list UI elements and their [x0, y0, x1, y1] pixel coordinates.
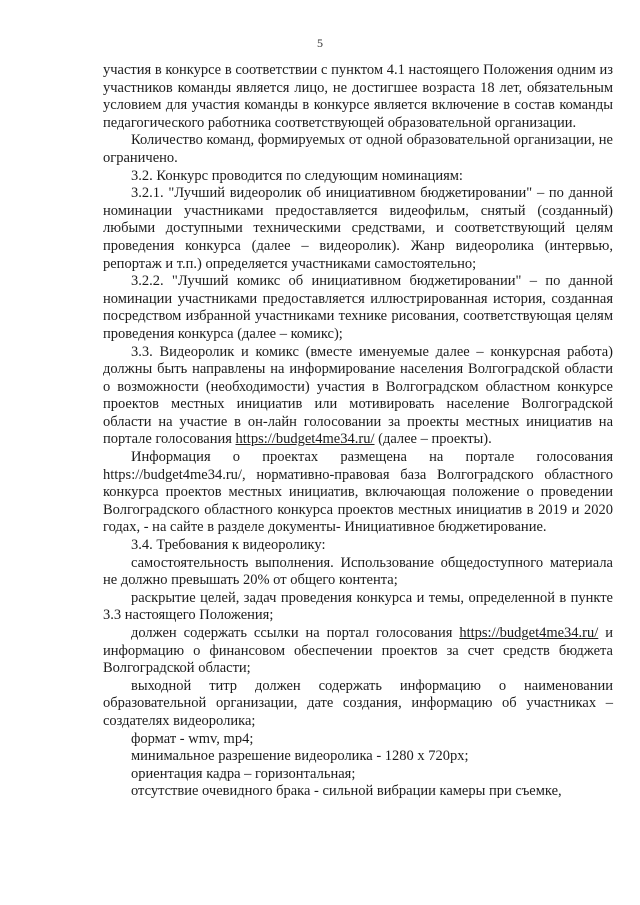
paragraph: Количество команд, формируемых от одной образовательной организации, не ограничено.	[103, 132, 613, 166]
paragraph-text: (далее – проекты).	[374, 431, 492, 448]
portal-link[interactable]: https://budget4me34.ru/	[459, 625, 599, 641]
paragraph-text: и информацию о финансовом обеспечении проектов за счет средств бюджета Волгоградской области;	[103, 625, 613, 677]
paragraph: отсутствие очевидного брака - сильной вибрации камеры при съемке,	[131, 783, 562, 800]
paragraph-text: 3.3. Видеоролик и комикс (вместе именуемые далее – конкурсная работа) должны быть направлены на информирование населения Волгоградской области о возможности (необходимости) участия в Волгоградском областном конкурсе проектов местных инициатив или мотивировать население Волгоградской области на участие в он-лайн голосовании за проекты местных инициатив на портале голосования	[103, 343, 613, 448]
paragraph: формат - wmv, mp4;	[131, 730, 254, 747]
document-body	[103, 62, 613, 801]
paragraph-text: должен содержать ссылки на портал голосования	[131, 625, 460, 641]
paragraph: раскрытие целей, задач проведения конкурса и темы, определенной в пункте 3.3 настоящего Положения;	[103, 589, 613, 624]
paragraph: Информация о проектах размещена на портале голосования https://budget4me34.ru/, нормативно-правовая база Волгоградского областного конкурса проектов местных инициатив, включающая положение о проведении Волгоградского областного конкурса проектов местных инициатив в 2019 и 2020 годах, - на сайте в разделе документы- Инициативное бюджетирование.	[103, 449, 613, 536]
paragraph: самостоятельность выполнения. Использование общедоступного материала не должно превышать 20% от общего контента;	[103, 554, 613, 589]
paragraph: ориентация кадра – горизонтальная;	[131, 765, 356, 782]
paragraph: 3.2. Конкурс проводится по следующим номинациям:	[131, 167, 463, 184]
paragraph: минимальное разрешение видеоролика - 1280 x 720px;	[131, 748, 469, 765]
paragraph: участия в конкурсе в соответствии с пунктом 4.1 настоящего Положения одним из участников команды является лицо, не достигшее возраста 18 лет, обязательным условием для участия команды в конкурсе является включение в состав команды педагогического работника соответствующей образовательной организации.	[103, 62, 613, 131]
paragraph: выходной титр должен содержать информацию о наименовании образовательной организации, дате создания, информацию об участниках – создателях видеоролика;	[103, 677, 613, 729]
paragraph	[103, 344, 613, 450]
portal-link[interactable]: https://budget4me34.ru/	[235, 431, 375, 448]
page-number: 5	[317, 36, 323, 50]
paragraph	[103, 625, 613, 678]
paragraph: 3.4. Требования к видеоролику:	[131, 537, 326, 554]
paragraph: 3.2.1. "Лучший видеоролик об инициативном бюджетировании" – по данной номинации участниками предоставляется видеофильм, снятый (созданный) любыми доступными техническими средствами, и соответствующий целям проведения конкурса (далее – видеоролик). Жанр видеоролика (интервью, репортаж и т.п.) определяется участниками самостоятельно;	[103, 185, 613, 272]
paragraph: 3.2.2. "Лучший комикс об инициативном бюджетировании" – по данной номинации участниками предоставляется иллюстрированная история, созданная посредством избранной участниками технике рисования, соответствующая целям проведения конкурса (далее – комикс);	[103, 273, 613, 342]
